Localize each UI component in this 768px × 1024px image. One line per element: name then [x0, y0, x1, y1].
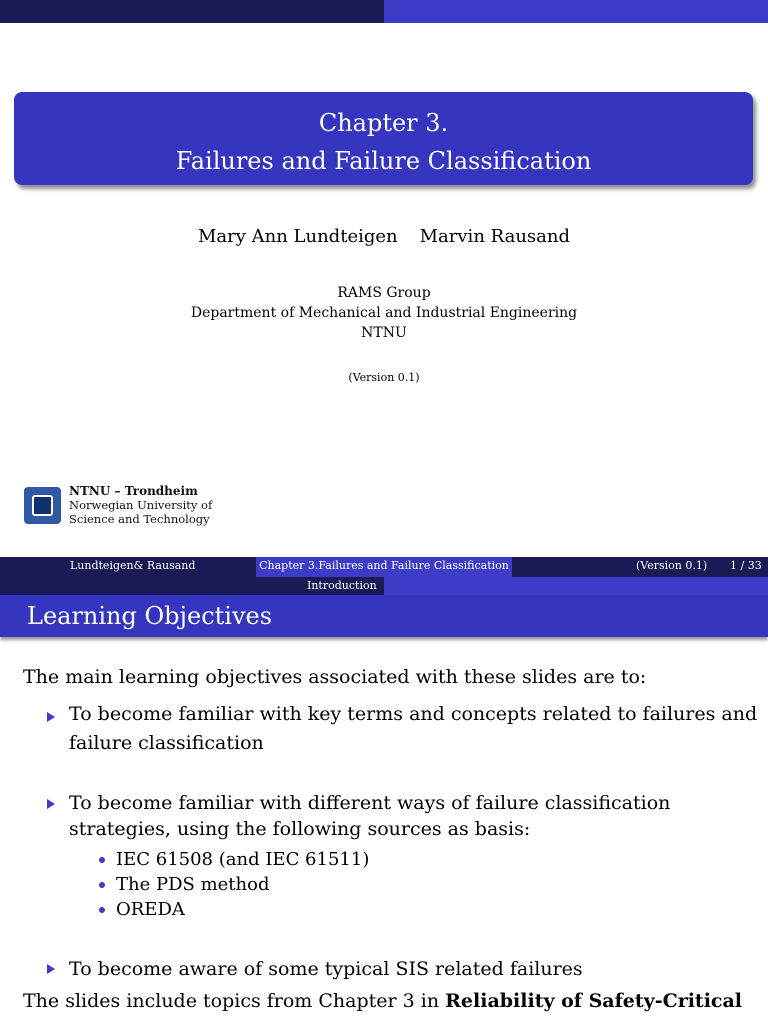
- section-navigation: [0, 577, 768, 595]
- sub-list-item: The PDS method: [116, 874, 270, 895]
- frame-title: Learning Objectives: [27, 602, 273, 630]
- list-item: To become aware of some typical SIS related failures: [69, 958, 583, 980]
- bullet-dot-icon: [99, 882, 105, 888]
- footer-version: (Version 0.1): [636, 559, 708, 572]
- logo-name: NTNU – Trondheim: [69, 484, 198, 498]
- department: Department of Mechanical and Industrial Engineering: [190, 305, 578, 321]
- list-item: To become familiar with different ways of failure classification strategies, using the following sources as basis:: [69, 792, 671, 840]
- ntnu-logo-icon: [24, 487, 61, 524]
- bullet-dot-icon: [99, 907, 105, 913]
- bullet-triangle-icon: [47, 964, 55, 974]
- sub-list-item: OREDA: [116, 899, 185, 920]
- slide-footer: [0, 557, 768, 577]
- research-group: RAMS Group: [337, 285, 431, 301]
- footer-title: Chapter 3.Failures and Failure Classification: [259, 559, 509, 572]
- book-title: Reliability of Safety-Critical: [445, 990, 743, 1012]
- authors: [0, 226, 768, 247]
- logo-text: [69, 484, 212, 526]
- author-2: Marvin Rausand: [419, 226, 571, 247]
- section-link-introduction[interactable]: Introduction: [307, 579, 377, 592]
- outro-text: [23, 990, 742, 1012]
- top-bar-left: [0, 0, 384, 23]
- bullet-triangle-icon: [47, 799, 55, 809]
- frame-title-bar: [0, 595, 768, 637]
- outro-prefix: The slides include topics from Chapter 3 in: [23, 990, 446, 1012]
- sub-list-item: IEC 61508 (and IEC 61511): [116, 849, 370, 870]
- footer-page-number: 1 / 33: [730, 559, 762, 572]
- university: NTNU: [361, 325, 407, 341]
- chapter-title: Failures and Failure Classification: [175, 147, 592, 175]
- institution: [0, 283, 768, 343]
- intro-text: The main learning objectives associated with these slides are to:: [23, 666, 647, 688]
- title-block: [14, 92, 753, 185]
- logo-line-2: Norwegian University of: [69, 498, 213, 512]
- logo-line-3: Science and Technology: [69, 512, 210, 526]
- footer-authors: Lundteigen& Rausand: [70, 559, 196, 572]
- chapter-number: Chapter 3.: [318, 109, 449, 137]
- top-navigation-bar: [0, 0, 768, 23]
- author-1: Mary Ann Lundteigen: [197, 226, 398, 247]
- bullet-triangle-icon: [47, 712, 55, 722]
- top-bar-right: [384, 0, 768, 23]
- list-item: To become familiar with key terms and concepts related to failures and failure classification: [69, 703, 758, 754]
- version-label: (Version 0.1): [348, 371, 420, 384]
- bullet-dot-icon: [99, 857, 105, 863]
